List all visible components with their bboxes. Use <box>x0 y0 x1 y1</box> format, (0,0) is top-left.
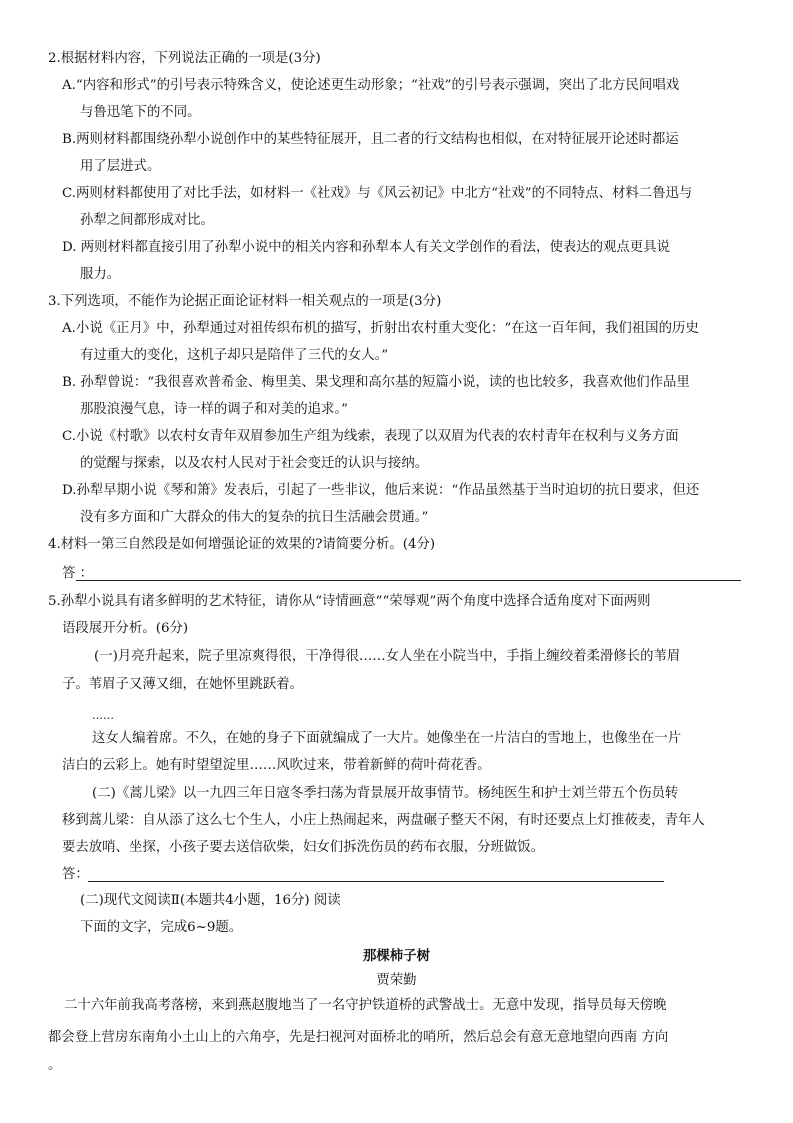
q3-option-b-line1: B. 孙犁曾说：“我很喜欢普希金、梅里美、果戈理和高尔基的短篇小说，读的也比较多，我喜欢他们作品里 <box>62 375 690 390</box>
q5-passage2-line2: 洁白的云彩上。她有时望望淀里……风吹过来，带着新鲜的荷叶荷花香。 <box>62 758 491 773</box>
q4-answer-line[interactable] <box>76 580 741 581</box>
q3-option-d-line1: D.孙犁早期小说《琴和箫》发表后，引起了一些非议，他后来说：“作品虽然基于当时迫切的抗日要求，但还 <box>62 483 700 498</box>
q4-answer-label: 答 ： <box>62 566 94 581</box>
q5-passage1-line2: 子。苇眉子又薄又细，在她怀里跳跃着。 <box>62 677 304 692</box>
q5-passage3-line3: 要去放哨、坐探，小孩子要去送信砍柴，妇女们拆洗伤员的药布衣服，分班做饭。 <box>62 840 545 855</box>
story-author: 贾荣勤 <box>376 973 417 988</box>
q5-stem-line2: 语段展开分析。(6分) <box>62 621 189 636</box>
q3-option-a-line2: 有过重大的变化，这机子却只是陪伴了三代的女人。” <box>80 348 389 363</box>
q3-option-b-line2: 那股浪漫气息，诗一样的调子和对美的追求。” <box>80 402 348 417</box>
q5-passage3-line1: (二)《蒿儿梁》以一九四三年日寇冬季扫荡为背景展开故事情节。杨纯医生和护士刘兰带五个伤员转 <box>92 786 679 801</box>
q2-option-b-line2: 用了层进式。 <box>80 159 161 174</box>
q2-option-c-line2: 孙犁之间都形成对比。 <box>80 213 214 228</box>
q2-stem: 2.根据材料内容，下列说法正确的一项是(3分) <box>48 51 321 66</box>
story-title: 那棵柿子树 <box>363 948 430 964</box>
story-paragraph-line1: 二十六年前我高考落榜，来到燕赵腹地当了一名守护铁道桥的武警战士。无意中发现，指导员每天傍晚 <box>64 998 667 1013</box>
story-paragraph-line2: 都会登上营房东南角小土山上的六角亭，先是扫视河对面桥北的哨所，然后总会有意无意地望向西南 方向 <box>48 1030 669 1045</box>
q3-option-d-line2: 没有多方面和广大群众的伟大的复杂的抗日生活融会贯通。” <box>80 510 429 525</box>
q5-ellipsis: …… <box>92 709 114 722</box>
q2-option-c-line1: C.两则材料都使用了对比手法，如材料一《社戏》与《风云初记》中北方“社戏”的不同特点、材料二鲁迅与 <box>62 186 693 201</box>
q3-option-c-line1: C.小说《村歌》以农村女青年双眉参加生产组为线索，表现了以双眉为代表的农村青年在权利与义务方面 <box>62 429 679 444</box>
q3-option-a-line1: A.小说《正月》中，孙犁通过对祖传织布机的描写，折射出农村重大变化：“在这一百年间，我们祖国的历史 <box>62 321 699 336</box>
section-heading: (二)现代文阅读Ⅱ(本题共4小题，16分) 阅读 <box>80 893 341 908</box>
q2-option-d-line2: 服力。 <box>80 267 121 282</box>
q2-option-a-line2: 与鲁迅笔下的不同。 <box>80 105 201 120</box>
q5-answer-label: 答： <box>62 867 89 882</box>
q2-option-b-line1: B.两则材料都围绕孙犁小说创作中的某些特征展开，且二者的行文结构也相似，在对特征展开论述时都运 <box>62 132 679 147</box>
section-instruction: 下面的文字，完成6~9题。 <box>80 920 243 935</box>
q4-stem: 4.材料一第三自然段是如何增强论证的效果的?请简要分析。(4分) <box>48 537 436 552</box>
q5-stem-line1: 5.孙犁小说具有诸多鲜明的艺术特征，请你从“诗情画意”“荣辱观”两个角度中选择合适角度对下面两则 <box>48 594 651 609</box>
q5-passage3-line2: 移到蒿儿梁：自从添了这么七个生人，小庄上热闹起来，两盘碾子整天不闲，有时还要点上灯推莜麦，青年人 <box>62 813 705 828</box>
story-paragraph-line3: 。 <box>48 1058 62 1073</box>
q3-stem: 3.下列选项，不能作为论据正面论证材料一相关观点的一项是(3分) <box>48 294 442 309</box>
q2-option-a-line1: A.“内容和形式”的引号表示特殊含义，使论述更生动形象；“社戏”的引号表示强调，突出了北方民间唱戏 <box>62 78 680 93</box>
q3-option-c-line2: 的觉醒与探索，以及农村人民对于社会变迁的认识与接纳。 <box>80 456 429 471</box>
q5-answer-line[interactable] <box>88 881 664 882</box>
q5-passage2-line1: 这女人编着席。不久，在她的身子下面就编成了一大片。她像坐在一片洁白的雪地上，也像坐在一片 <box>92 731 682 746</box>
q5-passage1-line1: (一)月亮升起来，院子里凉爽得很，干净得很……女人坐在小院当中，手指上缠绞着柔滑修长的苇眉 <box>94 649 681 664</box>
q2-option-d-line1: D. 两则材料都直接引用了孙犁小说中的相关内容和孙犁本人有关文学创作的看法，使表达的观点更具说 <box>62 240 670 255</box>
